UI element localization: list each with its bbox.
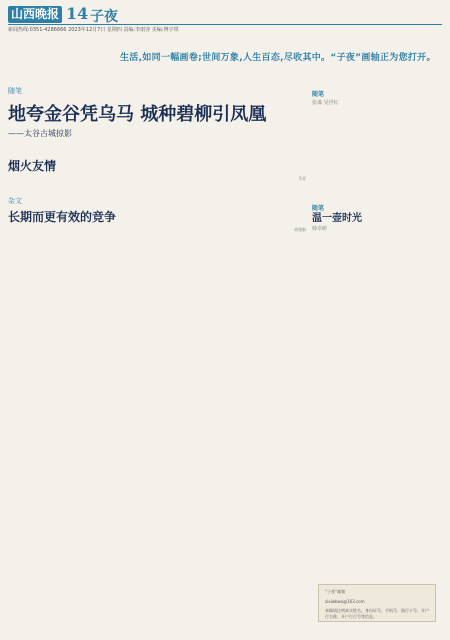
footer-box-title: “子夜”邮箱 [325, 589, 346, 594]
feature1-headline: 地夸金谷凭乌马 城种碧柳引凤凰 [8, 104, 267, 125]
masthead: 山西晚报 [8, 6, 62, 23]
page-number: 14 [66, 4, 89, 23]
footer-email: zixiwbwx@163.com [325, 599, 365, 604]
feature2-byline: 马亚 [298, 176, 306, 181]
feature3-byline: 胡建新 [294, 227, 306, 232]
feature1-kicker: 随笔 [8, 87, 22, 95]
slogan: 生活,如同一幅画卷;世间万象,人生百态,尽收其中。“子夜”画轴正为您打开。 [120, 53, 436, 63]
essay2-author: 韩卓研 [312, 226, 328, 232]
feature3-kicker: 杂文 [8, 197, 22, 205]
footer-info-box [318, 584, 436, 622]
feature2-headline: 烟火友情 [8, 159, 57, 173]
main-column [8, 86, 306, 237]
essay1-tag: 随笔 [312, 91, 325, 98]
header-rule [8, 24, 442, 25]
essay1-title: 张谋 吴世红 [312, 100, 339, 106]
feature3-headline: 长期而更有效的竞争 [8, 210, 117, 224]
header-subline: 新闻热线:0351-4286666 2023年12月7日 星期四 责编:李雨容 美编:傅宇琪 [8, 27, 179, 33]
section-title: 子夜 [90, 9, 118, 25]
right-column [312, 86, 442, 234]
footer-note: 来稿请注明真实姓名、身份证号、手机号、银行卡号、开户行名称、开户行行号等信息。 [325, 608, 429, 619]
feature1-subheadline: ——太谷古城掠影 [8, 129, 72, 138]
essay2-title: 温一壶时光 [312, 213, 362, 224]
page-header [0, 0, 450, 34]
essay2-tag: 随笔 [312, 205, 325, 212]
